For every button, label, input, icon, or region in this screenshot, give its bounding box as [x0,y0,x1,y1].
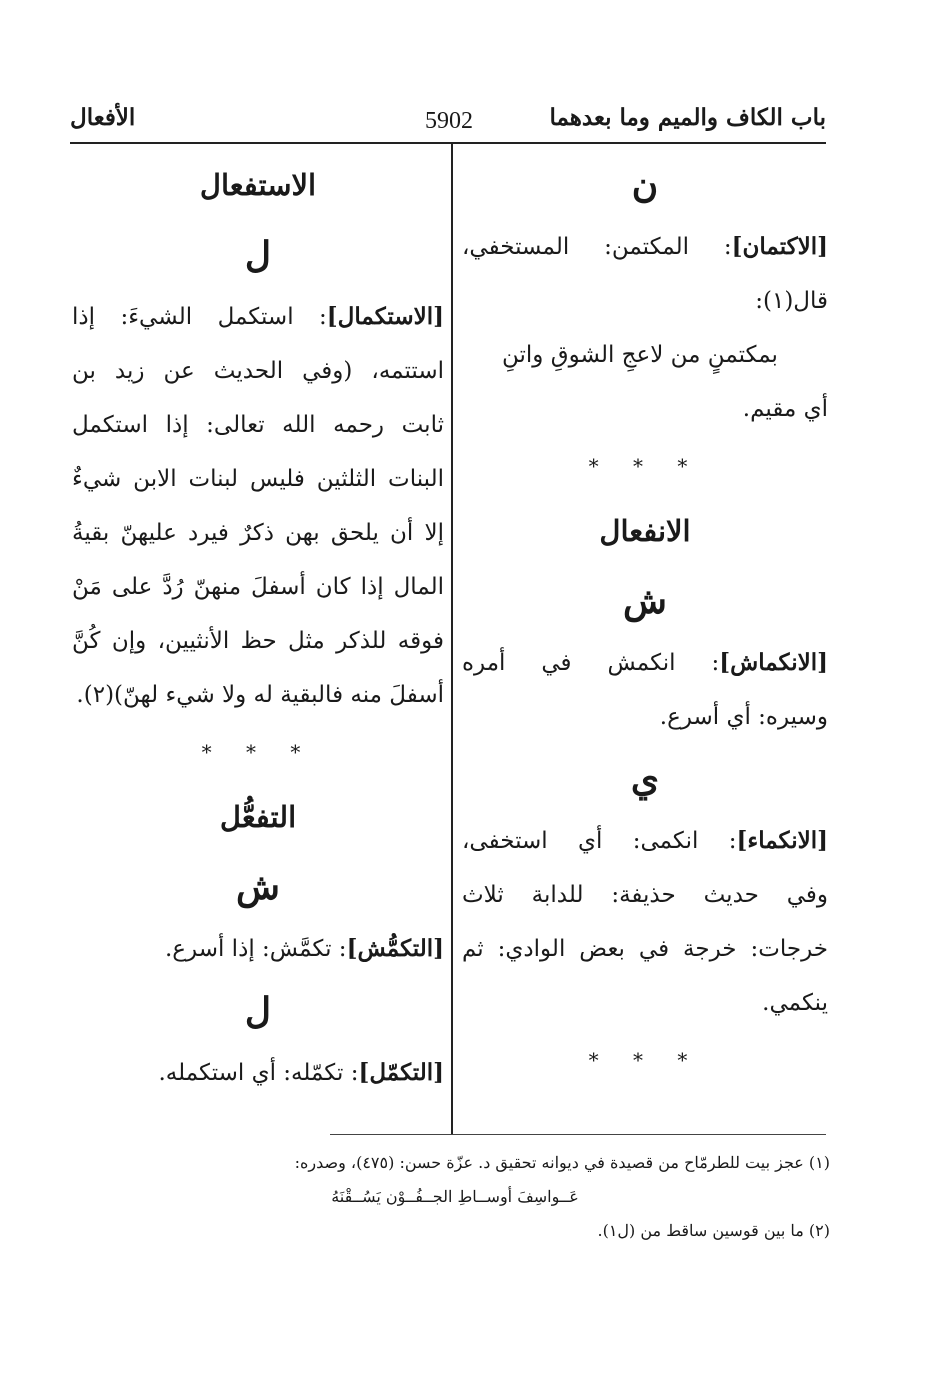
entry-iktiman-verse: بمكتمنٍ من لاعجِ الشوقِ واتنِ [502,342,778,368]
entry-iktiman-qal: قال(١): [755,288,828,314]
entry-istikmal-line-2: استتمه، (وفي الحديث عن زيد بن [72,358,444,384]
entry-inkima-line-3: خرجات: خرجة في بعض الوادي: ثم [462,936,828,962]
entry-istikmal-line-7: فوقه للذكر مثل حظ الأنثيين، وإن كُنَّ [72,628,444,654]
entry-istikmal-line-8: أسفلَ منه فالبقية له ولا شيء لهنّ)(٢). [76,682,444,708]
section-title-tafaul: التفعُّل [219,800,297,834]
entry-istikmal-line-5: إلا أن يلحق بهن ذكرٌ فيرد عليهنّ بقيةُ [72,520,444,546]
chapter-title: باب الكاف والميم وما بعدهما [549,104,826,131]
entry-takammush-text: : تكمَّش: إذا أسرع. [164,936,347,962]
letter-heading-sh: ش [623,580,667,622]
entry-takammush-headword: [التكمُّش] [346,935,444,962]
entry-iktiman-line-1 [462,220,828,274]
column-divider [451,144,453,1134]
section-separator-stars: * * * [588,454,702,478]
right-column [462,150,828,1090]
entry-takammul-text: : تكمّله: أي استكمله. [158,1060,359,1086]
entry-istikmal-text: : استكمل الشيءَ: إذا [72,304,327,330]
entry-inkimash-headword: [الانكماش] [719,649,828,676]
entry-takammush-line [72,922,444,976]
entry-takammul-line [72,1046,444,1100]
section-title-istifal: الاستفعال [199,168,317,202]
left-column [72,150,444,1100]
section-separator-stars: * * * [588,1048,702,1072]
entry-iktiman-headword: [الاكتمان] [731,233,828,260]
entry-istikmal-line-4: البنات الثلثين فليس لبنات الابن شيءٌ [72,466,444,492]
entry-inkima-text: : انكمى: أي استخفى، [462,828,737,854]
section-title-infial: الانفعال [599,514,691,548]
entry-inkima-line-1 [462,814,828,868]
entry-inkima-line-4: ينكمي. [762,990,828,1016]
entry-istikmal-headword: [الاستكمال] [326,303,444,330]
footnote-2: (٢) ما بين قوسين ساقط من (ل١). [597,1221,830,1240]
footnote-rule [330,1134,826,1135]
entry-inkimash-line-1 [462,636,828,690]
entry-iktiman-end: أي مقيم. [742,396,828,422]
header-rule [70,142,826,144]
entry-inkima-line-2: وفي حديث حذيفة: للدابة ثلاث [462,882,828,908]
section-separator-stars: * * * [201,740,315,764]
entry-iktiman-text: : المكتمن: المستخفي، [462,234,732,260]
letter-heading-sh: ش [236,866,280,908]
letter-heading-n: ن [631,164,659,206]
entry-inkimash-text: : انكمش في أمره [462,650,720,676]
page-number: 5902 [425,108,473,134]
entry-istikmal-line-3: ثابت رحمه الله تعالى: إذا استكمل [72,412,444,438]
footnote-1-verse: عَــواسِفَ أوســاطِ الجــفُــوْن يَسُــقْنَهُ [331,1187,579,1206]
entry-takammul-headword: [التكمّل] [358,1059,444,1086]
section-header-title: الأفعال [70,104,136,131]
letter-heading-l: ل [244,990,272,1032]
entry-istikmal-line-6: المال إذا كان أسفلَ منهنّ رُدَّ على مَنْ [72,574,444,600]
entry-inkima-headword: [الانكماء] [736,827,828,854]
footnote-1: (١) عجز بيت للطرمّاح من قصيدة في ديوانه تحقيق د. عزّة حسن: (٤٧٥)، وصدره: [294,1153,830,1172]
entry-istikmal-line-1 [72,290,444,344]
letter-heading-l: ل [244,234,272,276]
running-header [70,104,826,140]
footnotes [200,1146,830,1248]
entry-inkimash-end: وسيره: أي أسرع. [659,704,828,730]
letter-heading-y: ي [630,758,660,800]
